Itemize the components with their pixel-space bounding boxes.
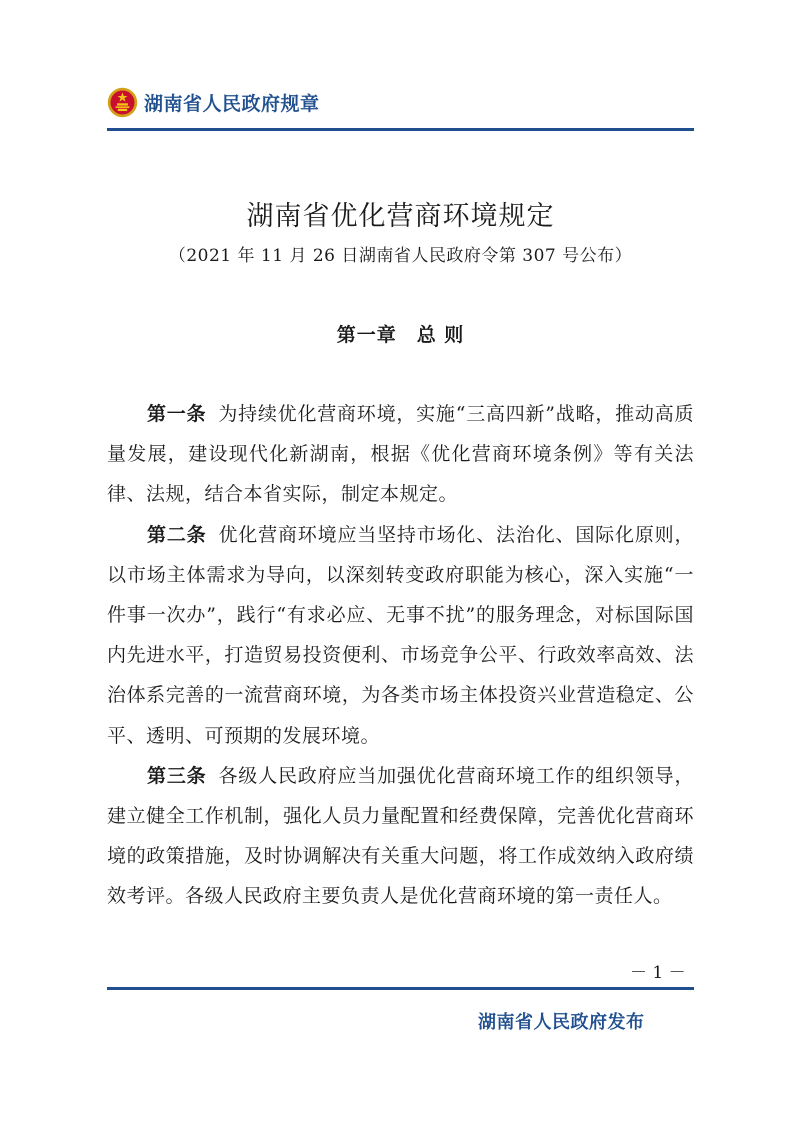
footer-divider (107, 987, 694, 990)
article-text: 优化营商环境应当坚持市场化、法治化、国际化原则，以市场主体需求为导向，以深刻转变政府职能为核心，深入实施“一件事一次办”，践行“有求必应、无事不扰”的服务理念，对标国际国内先进水平，打造贸易投资便利、市场竞争公平、行政效率高效、法治体系完善的一流营商环境，为各类市场主体投资兴业营造稳定、公平、透明、可预期的发展环境。 (107, 523, 694, 747)
document-title: 湖南省优化营商环境规定 (246, 201, 555, 232)
page-header (107, 84, 320, 120)
article-3 (107, 756, 694, 917)
article-number: 第三条 (147, 764, 207, 787)
header-title: 湖南省人民政府规章 (144, 92, 320, 115)
header-divider (107, 128, 694, 131)
article-text: 各级人民政府应当加强优化营商环境工作的组织领导，建立健全工作机制，强化人员力量配置和经费保障，完善优化营商环境的政策措施，及时协调解决有关重大问题，将工作成效纳入政府绩效考评。各级人民政府主要负责人是优化营商环境的第一责任人。 (107, 764, 694, 908)
article-number: 第一条 (147, 403, 207, 425)
footer-publisher: 湖南省人民政府发布 (478, 1012, 645, 1033)
document-subtitle: （2021 年 11 月 26 日湖南省人民政府令第 307 号公布） (168, 246, 633, 266)
page-number: － 1 － (630, 963, 686, 983)
article-number: 第二条 (147, 523, 207, 546)
national-emblem-icon (107, 87, 138, 118)
article-list (107, 394, 694, 917)
article-text: 为持续优化营商环境，实施“三高四新”战略，推动高质量发展，建设现代化新湖南，根据《优化营商环境条例》等有关法律、法规，结合本省实际，制定本规定。 (107, 403, 694, 506)
article-1 (107, 394, 694, 515)
chapter-heading: 第一章 总 则 (336, 324, 465, 346)
article-2 (107, 515, 694, 756)
